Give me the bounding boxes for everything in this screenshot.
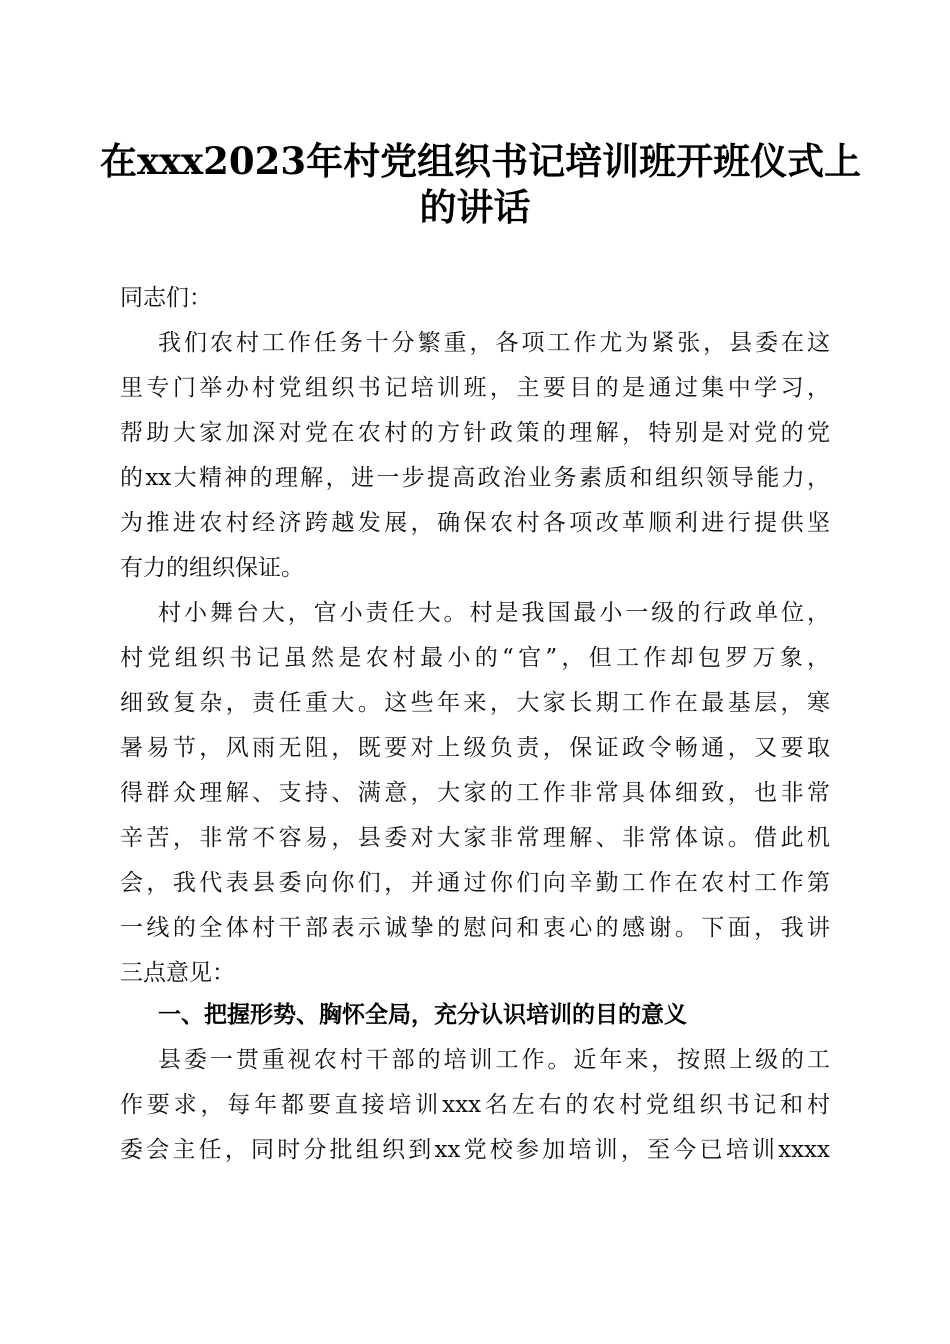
salutation: 同志们： <box>120 285 212 311</box>
paragraph-3-line: 作要求，每年都要直接培训xxx名左右的农村党组织书记和村 <box>120 1092 830 1118</box>
paragraph-2-line: 一线的全体村干部表示诚挚的慰问和衷心的感谢。下面，我讲 <box>120 915 830 941</box>
paragraph-3-line: 县委一贯重视农村干部的培训工作。近年来，按照上级的工 <box>158 1047 830 1073</box>
paragraph-2-line: 得群众理解、支持、满意，大家的工作非常具体细致，也非常 <box>120 780 830 806</box>
paragraph-1-line: 的xx大精神的理解，进一步提高政治业务素质和组织领导能力， <box>120 465 830 491</box>
paragraph-2-line: 辛苦，非常不容易，县委对大家非常理解、非常体谅。借此机 <box>120 825 830 851</box>
paragraph-1-line: 我们农村工作任务十分繁重，各项工作尤为紧张，县委在这 <box>158 330 830 356</box>
paragraph-2-line: 会，我代表县委向你们，并通过你们向辛勤工作在农村工作第 <box>120 870 830 896</box>
paragraph-1-line: 里专门举办村党组织书记培训班，主要目的是通过集中学习， <box>120 375 830 401</box>
document-title-line-2: 的讲话 <box>419 185 531 229</box>
paragraph-2-line: 村小舞台大，官小责任大。村是我国最小一级的行政单位， <box>158 600 830 626</box>
document-title-line-1: 在xxx2023年村党组织书记培训班开班仪式上 <box>100 139 862 183</box>
paragraph-2-line: 暑易节，风雨无阻，既要对上级负责，保证政令畅通，又要取 <box>120 735 830 761</box>
paragraph-1-line: 有力的组织保证。 <box>120 555 304 581</box>
paragraph-1-line: 帮助大家加深对党在农村的方针政策的理解，特别是对党的党 <box>120 420 830 446</box>
section-1-heading: 一、把握形势、胸怀全局，充分认识培训的目的意义 <box>158 1002 687 1028</box>
paragraph-2-line: 三点意见： <box>120 960 235 986</box>
paragraph-1-line: 为推进农村经济跨越发展，确保农村各项改革顺利进行提供坚 <box>120 510 830 536</box>
paragraph-2-line: 细致复杂，责任重大。这些年来，大家长期工作在最基层，寒 <box>120 690 830 716</box>
paragraph-3-line: 委会主任，同时分批组织到xx党校参加培训，至今已培训xxxx <box>120 1137 830 1163</box>
paragraph-2-line: 村党组织书记虽然是农村最小的“官”，但工作却包罗万象， <box>120 645 830 671</box>
